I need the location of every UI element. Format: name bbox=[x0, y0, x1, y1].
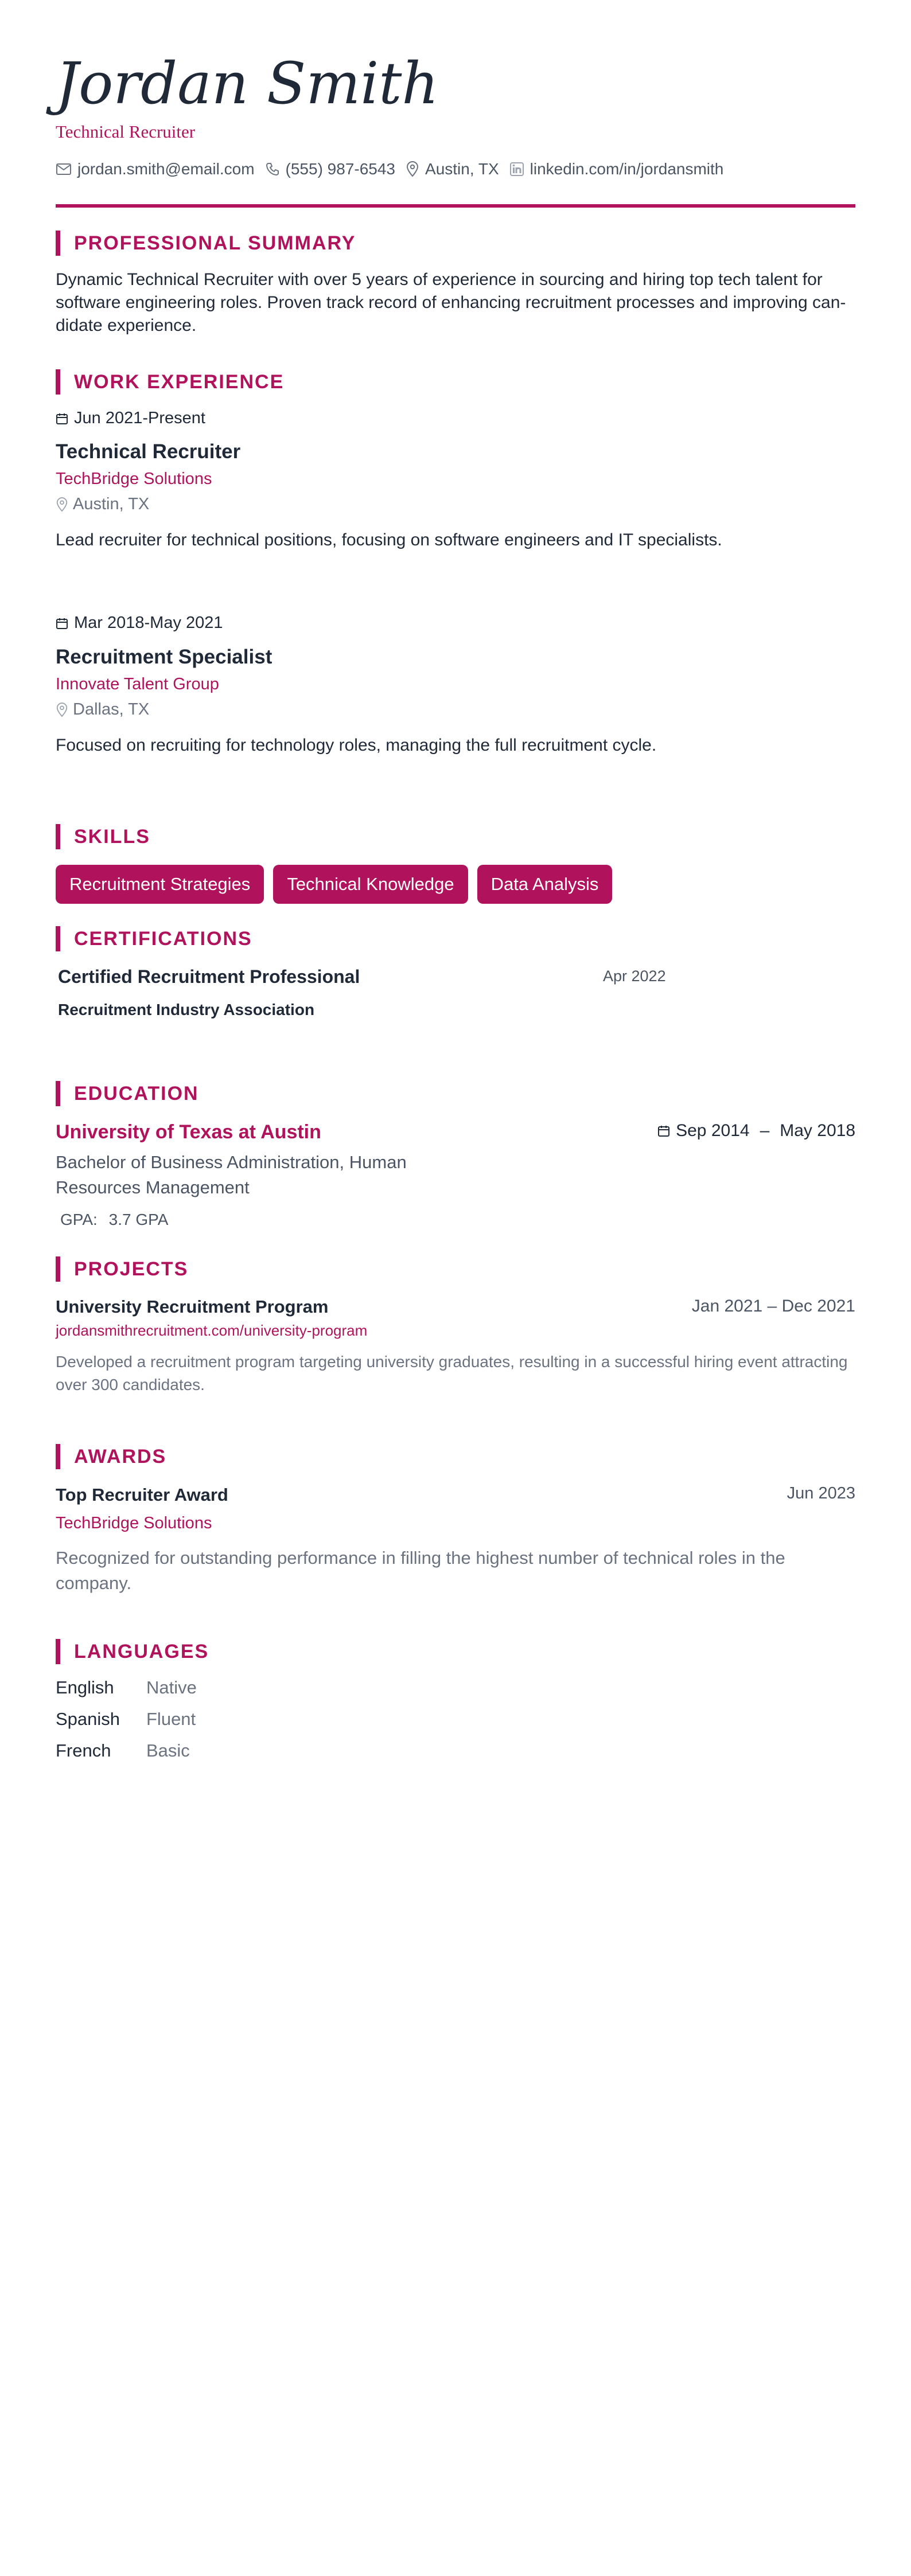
section-heading-experience bbox=[56, 369, 284, 395]
email-text[interactable]: jordan.smith@email.com bbox=[77, 160, 255, 178]
gpa-label: GPA: bbox=[60, 1211, 98, 1228]
calendar-icon bbox=[56, 412, 68, 425]
calendar-icon bbox=[657, 1125, 670, 1137]
section-heading-text: PROJECTS bbox=[74, 1258, 189, 1280]
language-level: Fluent bbox=[146, 1709, 196, 1729]
language-item bbox=[56, 1709, 196, 1730]
map-pin-icon bbox=[56, 497, 68, 512]
candidate-name: Jordan Smith bbox=[56, 50, 439, 117]
map-pin-icon bbox=[56, 702, 68, 717]
map-pin-icon bbox=[406, 161, 419, 177]
skill-tag: Technical Knowledge bbox=[273, 865, 468, 904]
contact-bar bbox=[56, 158, 723, 181]
language-name: French bbox=[56, 1740, 111, 1761]
education-gpa bbox=[60, 1211, 168, 1229]
job-dates bbox=[56, 614, 223, 633]
location-text: Austin, TX bbox=[425, 160, 499, 178]
job-dates-text: Jun 2021-Present bbox=[74, 409, 205, 427]
education-school: University of Texas at Austin bbox=[56, 1121, 321, 1143]
candidate-title: Technical Recruiter bbox=[56, 122, 196, 142]
award-organization: TechBridge Solutions bbox=[56, 1514, 212, 1532]
contact-location bbox=[406, 160, 499, 178]
education-date-separator: – bbox=[760, 1121, 770, 1140]
section-accent-bar bbox=[56, 1256, 60, 1282]
section-heading-text: AWARDS bbox=[74, 1445, 167, 1467]
phone-icon bbox=[265, 162, 280, 177]
section-heading-certifications bbox=[56, 926, 252, 951]
certification-date: Apr 2022 bbox=[603, 967, 666, 985]
section-accent-bar bbox=[56, 1639, 60, 1664]
summary-text: Dynamic Technical Recruiter with over 5 years of experience in sourcing and hiring top tech talent for software engineering roles. Proven track record of enhancing recruitment processes and improving can-didate experience. bbox=[56, 270, 846, 335]
language-name: English bbox=[56, 1677, 114, 1697]
job-company: Innovate Talent Group bbox=[56, 675, 219, 693]
linkedin-text[interactable]: linkedin.com/in/jordansmith bbox=[530, 160, 724, 178]
award-name: Top Recruiter Award bbox=[56, 1485, 228, 1505]
job-dates bbox=[56, 409, 205, 428]
project-link[interactable]: jordansmithrecruitment.com/university-program bbox=[56, 1322, 368, 1339]
job-location-text: Austin, TX bbox=[73, 495, 150, 513]
section-heading-text: LANGUAGES bbox=[74, 1640, 209, 1662]
award-description: Recognized for outstanding performance in filling the highest number of technical roles in the company. bbox=[56, 1548, 785, 1593]
section-heading-text: WORK EXPERIENCE bbox=[74, 370, 285, 393]
award-date: Jun 2023 bbox=[787, 1484, 855, 1502]
contact-linkedin[interactable] bbox=[509, 160, 724, 178]
job-location bbox=[56, 700, 149, 719]
linkedin-icon bbox=[509, 162, 524, 177]
contact-email[interactable] bbox=[56, 160, 255, 178]
section-heading-text: SKILLS bbox=[74, 825, 150, 848]
education-end: May 2018 bbox=[780, 1121, 855, 1140]
skill-tag: Data Analysis bbox=[477, 865, 613, 904]
education-degree: Bachelor of Business Administration, Human Resources Management bbox=[56, 1152, 407, 1197]
section-heading-skills bbox=[56, 824, 150, 849]
job-company: TechBridge Solutions bbox=[56, 470, 212, 488]
section-heading-education bbox=[56, 1081, 199, 1106]
mail-icon bbox=[56, 163, 72, 175]
job-title: Technical Recruiter bbox=[56, 440, 241, 463]
job-description: Focused on recruiting for technology roles, managing the full recruitment cycle. bbox=[56, 736, 657, 755]
skills-list bbox=[56, 865, 612, 904]
job-dates-text: Mar 2018-May 2021 bbox=[74, 614, 223, 632]
education-start: Sep 2014 bbox=[676, 1121, 750, 1140]
project-dates: Jan 2021 – Dec 2021 bbox=[691, 1297, 855, 1316]
section-heading-text: EDUCATION bbox=[74, 1082, 199, 1104]
calendar-icon bbox=[56, 617, 68, 630]
project-name: University Recruitment Program bbox=[56, 1297, 329, 1317]
certification-issuer: Recruitment Industry Association bbox=[58, 1001, 315, 1018]
section-accent-bar bbox=[56, 824, 60, 849]
section-accent-bar bbox=[56, 231, 60, 256]
language-item bbox=[56, 1740, 190, 1761]
section-accent-bar bbox=[56, 1444, 60, 1469]
gpa-value: 3.7 GPA bbox=[108, 1211, 169, 1228]
phone-text[interactable]: (555) 987-6543 bbox=[285, 160, 396, 178]
section-heading-awards bbox=[56, 1444, 166, 1469]
contact-phone[interactable] bbox=[265, 160, 395, 178]
language-item bbox=[56, 1677, 197, 1698]
section-heading-text: CERTIFICATIONS bbox=[74, 927, 252, 950]
section-heading-languages bbox=[56, 1639, 209, 1664]
project-description: Developed a recruitment program targeting university graduates, resulting in a successful hiring event attracting over 300 candidates. bbox=[56, 1353, 848, 1394]
job-location-text: Dallas, TX bbox=[73, 700, 150, 719]
section-accent-bar bbox=[56, 926, 60, 951]
section-heading-summary bbox=[56, 231, 356, 256]
job-description: Lead recruiter for technical positions, focusing on software engineers and IT specialists. bbox=[56, 530, 722, 549]
language-level: Native bbox=[146, 1677, 197, 1697]
section-accent-bar bbox=[56, 1081, 60, 1106]
section-heading-text: PROFESSIONAL SUMMARY bbox=[74, 232, 356, 254]
skill-tag: Recruitment Strategies bbox=[56, 865, 264, 904]
certification-name: Certified Recruitment Professional bbox=[58, 966, 360, 987]
education-dates bbox=[657, 1121, 855, 1141]
language-level: Basic bbox=[146, 1740, 190, 1761]
job-title: Recruitment Specialist bbox=[56, 646, 272, 668]
section-heading-projects bbox=[56, 1256, 188, 1282]
language-name: Spanish bbox=[56, 1709, 120, 1729]
header-divider bbox=[56, 204, 855, 208]
section-accent-bar bbox=[56, 369, 60, 395]
job-location bbox=[56, 495, 149, 514]
